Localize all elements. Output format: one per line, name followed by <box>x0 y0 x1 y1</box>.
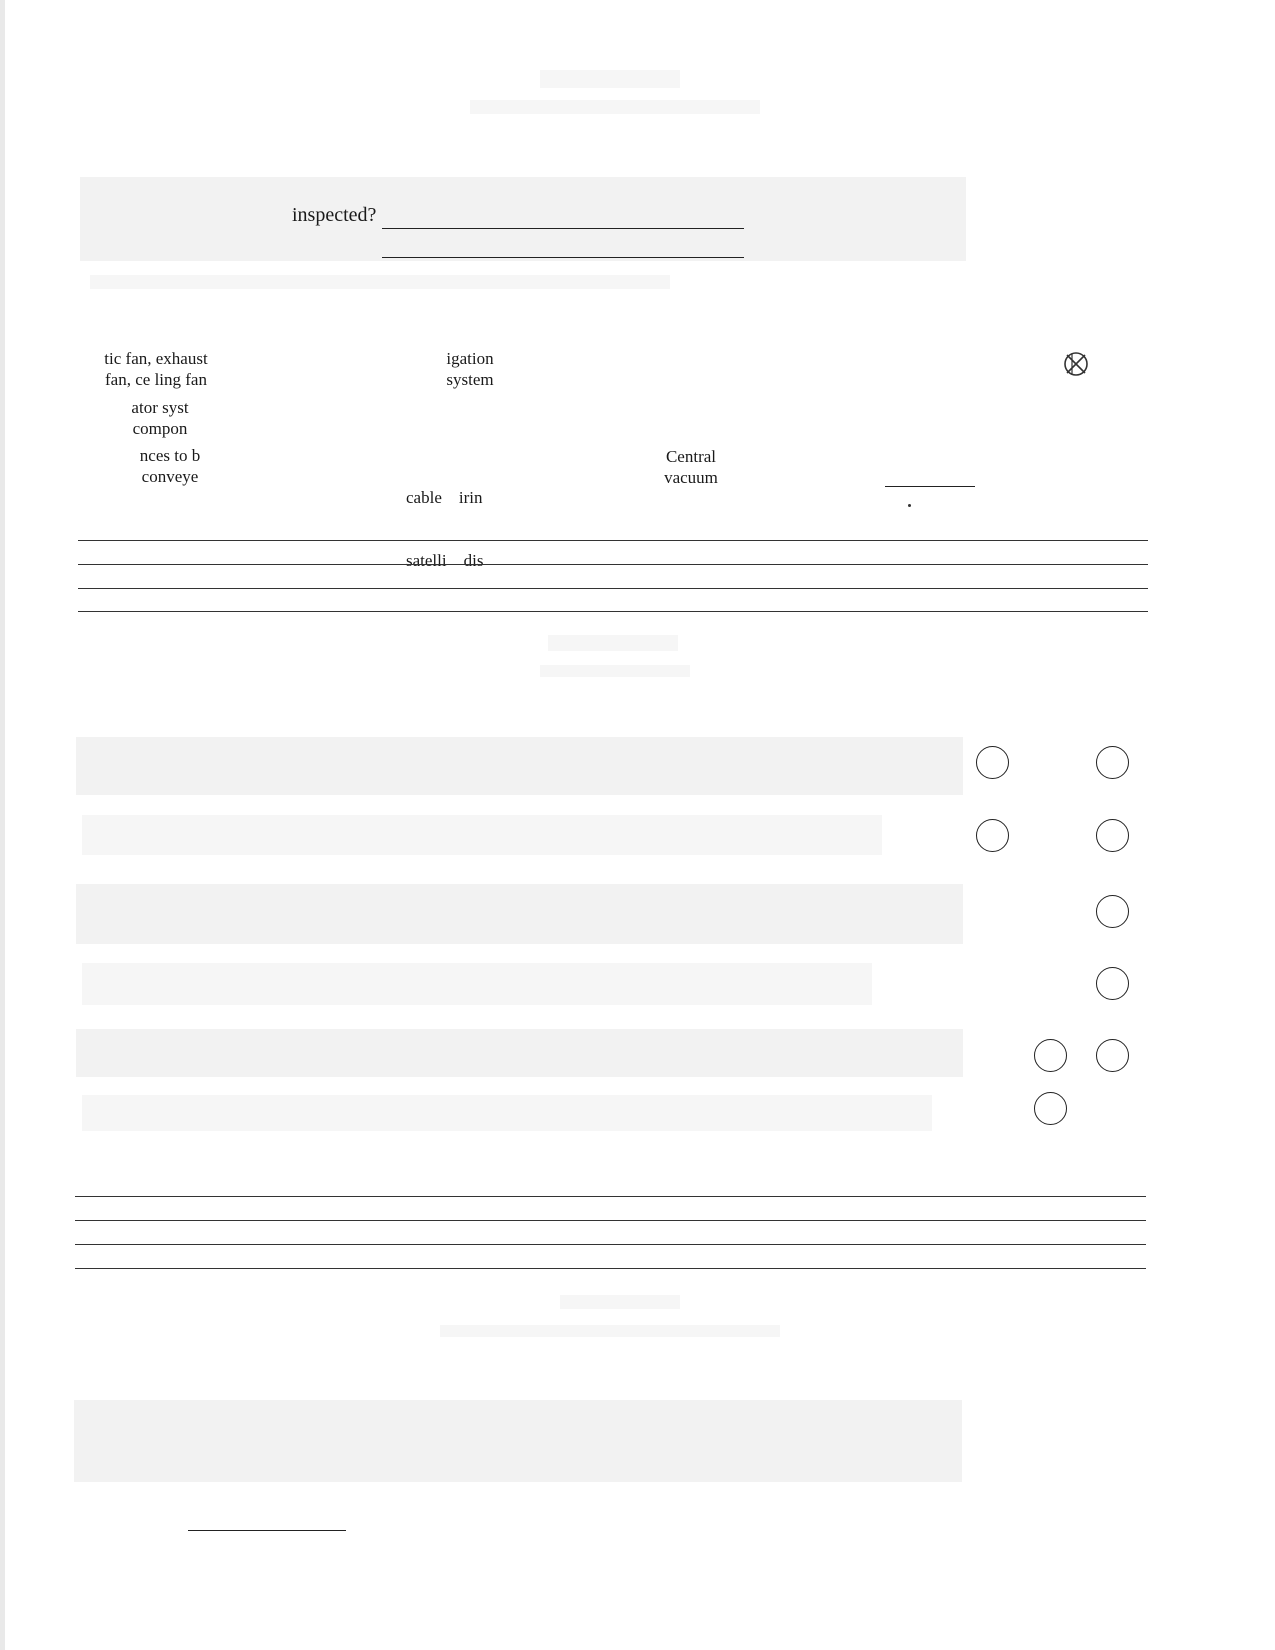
answer-circle-option-3[interactable] <box>1096 1039 1129 1072</box>
answer-blank-line[interactable] <box>188 1530 346 1531</box>
faded-section-heading <box>548 635 678 651</box>
component-fan <box>96 348 216 390</box>
question-row-shaded <box>76 1029 963 1077</box>
answer-circle-option-3[interactable] <box>1096 967 1129 1000</box>
stray-mark <box>908 504 911 507</box>
other-component-line[interactable] <box>885 486 975 487</box>
component-irrigation-line-2: system <box>446 370 494 389</box>
question-row-shaded <box>76 884 963 944</box>
question-inspected-label: inspected? <box>292 204 377 226</box>
faded-instruction <box>90 275 670 289</box>
answer-circle-option-3[interactable] <box>1096 746 1129 779</box>
component-irrigation <box>430 348 510 390</box>
inspected-answer-line-2[interactable] <box>382 257 744 258</box>
comment-line[interactable] <box>78 540 1148 541</box>
component-appliances <box>125 445 215 487</box>
comment-line[interactable] <box>75 1244 1146 1245</box>
comment-line[interactable] <box>78 564 1148 565</box>
answer-circle-option-2[interactable] <box>1034 1092 1067 1125</box>
comment-line[interactable] <box>78 611 1148 612</box>
component-elevator-line-1: ator syst <box>131 398 189 417</box>
faded-section-subheading <box>540 665 690 677</box>
component-elevator <box>110 397 210 439</box>
component-appliances-line-1: nces to b <box>139 446 201 465</box>
comment-line[interactable] <box>75 1220 1146 1221</box>
component-fan-line-1: tic fan, exhaust <box>104 349 208 368</box>
component-appliances-line-2: conveye <box>141 467 199 486</box>
question-row-faded <box>82 963 872 1005</box>
component-vacuum-line-1: Central <box>665 447 717 466</box>
answer-circle-option-1[interactable] <box>976 746 1009 779</box>
component-cable-line-2: satelli dis <box>406 551 484 570</box>
question-row-faded <box>82 815 882 855</box>
faded-section-subheading <box>440 1325 780 1337</box>
comment-line[interactable] <box>75 1268 1146 1269</box>
scan-edge <box>0 0 5 1650</box>
crossed-circle-icon[interactable] <box>1062 350 1090 378</box>
component-vacuum <box>652 446 730 488</box>
question-shaded-box <box>80 177 966 261</box>
answer-circle-option-1[interactable] <box>976 819 1009 852</box>
component-cable-line-1: cable irin <box>406 488 483 507</box>
comment-line[interactable] <box>75 1196 1146 1197</box>
answer-circle-option-3[interactable] <box>1096 819 1129 852</box>
faded-section-heading <box>560 1295 680 1309</box>
answer-circle-option-3[interactable] <box>1096 895 1129 928</box>
inspected-answer-line[interactable] <box>382 228 744 229</box>
question-row-faded <box>82 1095 932 1131</box>
component-irrigation-line-1: igation <box>446 349 494 368</box>
answer-circle-option-2[interactable] <box>1034 1039 1067 1072</box>
component-vacuum-line-2: vacuum <box>664 468 718 487</box>
faded-title <box>540 70 680 88</box>
comment-line[interactable] <box>78 588 1148 589</box>
component-elevator-line-2: compon <box>132 419 188 438</box>
question-row-shaded <box>74 1400 962 1482</box>
question-row-shaded <box>76 737 963 795</box>
faded-subtitle <box>470 100 760 114</box>
component-fan-line-2: fan, ce ling fan <box>105 370 207 389</box>
